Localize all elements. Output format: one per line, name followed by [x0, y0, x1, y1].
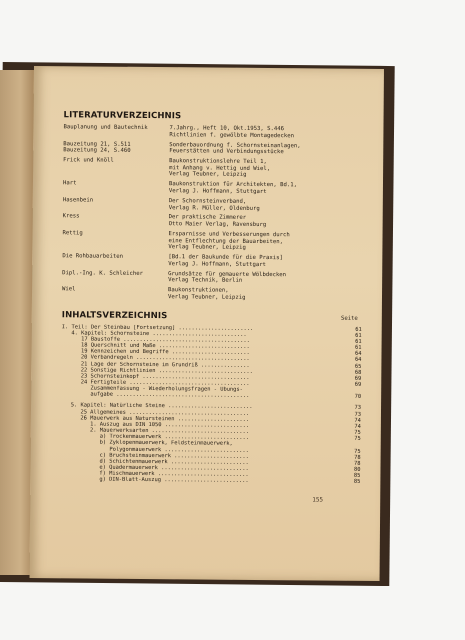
literature-title: [Bd.1 der Baukunde für die Praxis] Verlag J. Hoffmann, Stuttgart: [168, 254, 283, 268]
toc-entry-title: 20 Verbandregeln ...................................: [61, 354, 250, 363]
literature-author: Dipl.-Ing. K. Schleicher: [62, 270, 144, 277]
toc-entry-title: 22 Sonstige Richtlinien .............................: [61, 366, 253, 375]
toc-entry-page: 61: [355, 344, 362, 351]
toc-entry-title: e) Quadermauerwerk ...........................: [60, 464, 249, 472]
literature-entry: [63, 197, 363, 213]
literature-title: Baukonstruktionslehre Teil 1, mit Anhang v. Hettig und Wiel, Verlag Teubner, Leipzig: [169, 158, 271, 179]
toc-entry-title: 19 Kennzeichen und Begriffe ........................: [61, 348, 250, 357]
literature-section: [62, 110, 364, 302]
toc-entry-title: 1. Auszug aus DIN 1050 ..........................: [60, 421, 250, 429]
toc-entry-page: 75: [354, 429, 361, 436]
toc-entry-title: 4. Kapitel: Schornsteine .............................: [61, 329, 247, 338]
toc-entry-title: 21 Lage der Schornsteine im Grundriß ...............: [61, 360, 250, 369]
literature-author: Bauzeitung 21, S.511 Bauzeitung 24, S.460: [63, 140, 131, 155]
toc-entry-title: Zusammenfassung - Wiederholungsfragen - Übungs-: [61, 385, 243, 393]
literature-entry: [63, 124, 363, 140]
toc-entry-title: 25 Allgemeines .....................................: [60, 408, 250, 417]
toc-entry-title: 23 Schornsteinkopf .................................: [61, 373, 250, 381]
toc-entry-page: 74: [354, 423, 361, 430]
literature-author: Rettig: [62, 230, 83, 237]
literature-author: Bauplanung und Bautechnik: [63, 124, 148, 131]
toc-entry-title: f) Mischmauerwerk ............................: [60, 470, 249, 479]
literature-author: Wiel: [62, 286, 76, 293]
literature-title: Baukonstruktionen, Verlag Teubner, Leipzig: [167, 287, 246, 301]
literature-author: Hasenbein: [62, 197, 94, 204]
literature-entry: [63, 157, 363, 179]
literature-title: Ersparnisse und Verbesserungen durch eine Entflechtung der Bauarbeiten, Verlag Teubner, Leipzig: [168, 231, 290, 252]
toc-entry-title: 2. Mauerwerksarten ..............................: [60, 427, 250, 435]
book-page: [30, 66, 384, 581]
toc-entry-page: 75: [354, 436, 361, 443]
literature-title: 7.Jahrg., Heft 10, Okt.1953, S.446 Richtlinien f. gewölbte Montagedecken: [169, 125, 295, 139]
toc-entry-page: 73: [354, 405, 362, 412]
left-page-edge: [0, 70, 34, 575]
page-column-label: Seite: [340, 315, 358, 322]
toc-entry-page: 61: [355, 326, 362, 333]
toc-section: [60, 310, 361, 486]
toc-entry-title: a) Trockenmauerwerk ..........................: [60, 433, 250, 442]
toc-entry-page: 75: [354, 448, 361, 455]
toc-entry-title: 26 Mauerwerk aus Natursteinen ......................: [60, 415, 250, 423]
toc-entry-title: 17 Baustoffe .......................................: [61, 336, 250, 344]
toc-entry: [60, 477, 360, 486]
toc-entry-title: g) DIN-Blatt-Auszug ..........................: [60, 476, 249, 485]
toc-entry-page: 70: [354, 394, 362, 401]
literature-entry: [62, 230, 362, 252]
toc-entry-page: 61: [355, 338, 362, 345]
toc-entry-page: 68: [354, 369, 362, 376]
toc-entry-title: 18 Querschnitt und Maße ............................: [61, 342, 250, 350]
literature-entry: [63, 214, 363, 230]
literature-title: Baukonstruktion für Architekten, Bd.1, Verlag J. Hoffmann, Stuttgart: [168, 181, 297, 195]
literature-author: Hart: [62, 180, 77, 187]
toc-entry-page: 78: [354, 460, 361, 467]
toc-entry-title: aufgabe .........................................: [61, 391, 250, 400]
toc-entry-page: 64: [354, 357, 362, 364]
literature-title: Der praktische Zimmerer Otto Maier Verlag, Ravensburg: [168, 214, 267, 229]
literature-author: Kress: [62, 213, 80, 220]
literature-title: Der Schornsteinverband, Verlag R. Müller, Oldenburg: [168, 198, 260, 212]
toc-entry-page: 64: [354, 351, 362, 358]
toc-entry-page: 73: [354, 411, 361, 418]
literature-heading: LITERATURVERZEICHNIS: [63, 110, 182, 122]
literature-title: Grundsätze für gemauerte Wölbdecken Verlag Technik, Berlin: [168, 270, 287, 285]
toc-entry-title: c) Bruchsteinmauerwerk .......................: [60, 451, 249, 460]
toc-heading: INHALTSVERZEICHNIS: [61, 309, 168, 321]
literature-entry: [62, 270, 362, 286]
literature-entry: [63, 141, 363, 157]
literature-entry: [63, 181, 363, 197]
toc-entry-page: 69: [354, 381, 362, 388]
toc-entry-page: 61: [355, 332, 362, 339]
literature-author: Frick und Knöll: [63, 157, 114, 164]
toc-entry-page: 74: [354, 417, 361, 424]
toc-header: [62, 310, 362, 323]
toc-list: [60, 324, 361, 486]
toc-entry-title: Polygonmauerwerk ..........................: [60, 445, 249, 454]
toc-entry-page: 85: [353, 479, 361, 486]
toc-entry-page: 78: [354, 454, 361, 461]
page-number: 155: [312, 496, 324, 504]
toc-entry-page: 80: [353, 466, 361, 473]
toc-entry-title: d) Schichtenmauerwerk ........................: [60, 458, 249, 466]
toc-entry-title: b) Zyklopenmauerwerk, Feldsteinmauerwerk,: [60, 439, 233, 448]
toc-entry-page: 69: [354, 375, 362, 382]
toc-entry-title: 24 Fertigteile .....................................: [61, 379, 250, 387]
literature-entry: [62, 253, 362, 269]
literature-author: Die Rohbauarbeiten: [62, 253, 123, 261]
toc-entry-page: 85: [353, 472, 361, 480]
toc-entry-title: I. Teil: Der Steinbau [Fortsetzung] .......................: [61, 323, 254, 332]
literature-list: [62, 124, 364, 302]
toc-entry-title: 5. Kapitel: Natürliche Steine ..........................: [61, 402, 253, 411]
toc-entry-page: 65: [354, 363, 362, 370]
literature-title: Sonderbauordnung f. Schornsteinanlagen, Feuerstätten und Verbindungsstücke: [169, 141, 301, 156]
page-content: [60, 110, 363, 485]
literature-entry: [62, 287, 362, 303]
